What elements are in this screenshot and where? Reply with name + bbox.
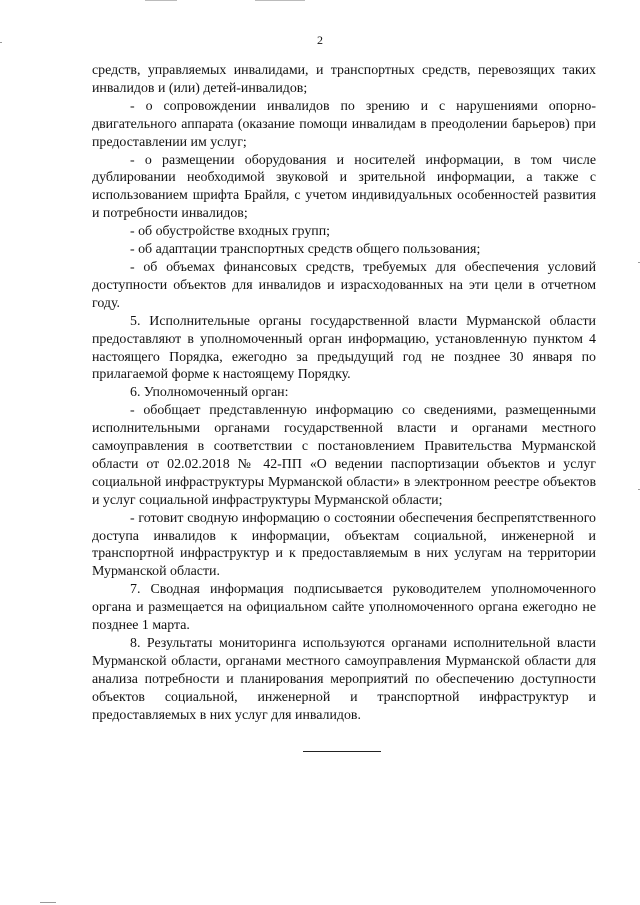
paragraph: - об адаптации транспортных средств общего пользования; [130, 242, 481, 258]
top-edge-mark [145, 0, 177, 1]
top-edge-mark [255, 0, 305, 1]
scan-edge-mark [40, 902, 56, 903]
paragraph: - об объемах финансовых средств, требуемых для обеспечения условий доступности объектов для инвалидов и израсходованных на эти цели в отчетном году. [92, 259, 596, 311]
end-of-document-rule [303, 751, 381, 752]
paragraph: - о размещении оборудования и носителей информации, в том числе дублировании необходимой звуковой и зрительной информации, а также с использованием шрифта Брайля, с учетом индивидуальных особенностей развития и потребности инвалидов; [92, 152, 596, 222]
document-body [92, 62, 596, 725]
page-number: 2 [317, 33, 323, 47]
paragraph: - обобщает представленную информацию со сведениями, размещенными исполнительными органами государственной власти и органами местного самоуправления в соответствии с постановлением Правительства Мурманской области от 02.02.2018 № 42-ПП «О ведении паспортизации объектов и услуг социальной инфраструктуры Мурманской области» в электронном реестре объектов и услуг социальной инфраструктуры Мурманской области; [92, 403, 596, 508]
paragraph: - об обустройстве входных групп; [130, 224, 330, 240]
paragraph: 6. Уполномоченный орган: [130, 385, 289, 401]
paragraph: - о сопровождении инвалидов по зрению и с нарушениями опорно-двигательного аппарата (оказание помощи инвалидам в преодолении барьеров) при предоставлении им услуг; [92, 98, 596, 150]
paragraph: 8. Результаты мониторинга используются органами исполнительной власти Мурманской области, органами местного самоуправления Мурманской области для анализа потребности и планирования мероприятий по обеспечению доступности объектов социальной, инженерной и транспортной инфраструктур и предоставляемых в них услуг для инвалидов. [92, 636, 596, 723]
paragraph: 5. Исполнительные органы государственной власти Мурманской области предоставляют в уполномоченный орган информацию, установленную пунктом 4 настоящего Порядка, ежегодно за предыдущий год не позднее 30 января по прилагаемой форме к настоящему Порядку. [92, 313, 596, 383]
paragraph: 7. Сводная информация подписывается руководителем уполномоченного органа и размещается на официальном сайте уполномоченного органа ежегодно не позднее 1 марта. [92, 582, 596, 634]
paragraph: средств, управляемых инвалидами, и транспортных средств, перевозящих таких инвалидов и (или) детей-инвалидов; [92, 63, 596, 96]
paragraph: - готовит сводную информацию о состоянии обеспечения беспрепятственного доступа инвалидов к информации, объектам социальной, инженерной и транспортной инфраструктур и к предоставляемым в них услугам на территории Мурманской области. [92, 510, 596, 580]
